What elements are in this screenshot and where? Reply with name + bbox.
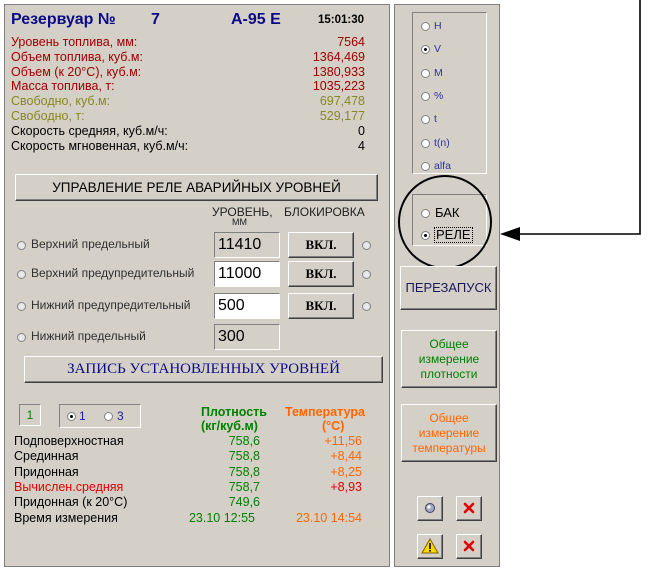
- density-row-label: Подповерхностная: [14, 434, 124, 448]
- density-value: 758,8: [228, 449, 260, 464]
- density-row-label: Время измерения: [14, 510, 118, 525]
- sensor-icon: [418, 497, 442, 520]
- common-density-button[interactable]: [401, 330, 497, 388]
- temperature-value: 23.10 14:54: [295, 510, 362, 525]
- temperature-column-unit: (°С): [322, 419, 345, 433]
- warning-icon: [418, 535, 442, 558]
- relay-row-radio[interactable]: [17, 270, 26, 279]
- highlight-circle: [398, 175, 492, 269]
- unit-radio-2[interactable]: [421, 69, 430, 78]
- relay-row-label: Нижний предупредительный: [31, 298, 191, 312]
- restart-button[interactable]: [400, 266, 497, 310]
- unit-radio-0[interactable]: [421, 22, 430, 31]
- sensor-info-button[interactable]: [417, 496, 443, 521]
- close-icon: [457, 497, 481, 520]
- temperature-value: +8,93: [330, 479, 362, 494]
- unit-label-1: V: [434, 43, 442, 56]
- unit-label-2: М: [434, 66, 443, 79]
- density-value: 758,8: [228, 464, 260, 479]
- common-density-label: Общее измерение плотности: [418, 337, 480, 381]
- relay-row-label: Нижний предельный: [31, 329, 146, 343]
- density-value: 758,6: [228, 434, 260, 448]
- metric-label: Свободно, куб.м:: [11, 94, 111, 109]
- block-status-radio[interactable]: [362, 241, 371, 250]
- metric-value: 529,177: [319, 109, 365, 123]
- block-status-radio[interactable]: [362, 302, 371, 311]
- level-input[interactable]: 500: [214, 293, 280, 319]
- metric-label: Свободно, т:: [11, 109, 85, 123]
- unit-radio-3[interactable]: [421, 92, 430, 101]
- sensor-option-1-label: 1: [79, 409, 86, 423]
- unit-radio-6[interactable]: [421, 162, 430, 171]
- relay-row-radio[interactable]: [17, 333, 26, 342]
- level-value: 11410: [214, 232, 280, 258]
- density-row-label: Придонная: [14, 464, 79, 479]
- density-row-label: Вычислен.средняя: [14, 479, 124, 494]
- metric-value: 4: [358, 138, 365, 153]
- metric-value: 1364,469: [312, 49, 365, 64]
- density-value: 758,7: [228, 479, 260, 494]
- relay-row-radio[interactable]: [17, 241, 26, 250]
- relay-control-title-button[interactable]: [15, 174, 378, 201]
- common-temperature-label: Общее измерение температуры: [412, 411, 486, 455]
- relay-control-title: УПРАВЛЕНИЕ РЕЛЕ АВАРИЙНЫХ УРОВНЕЙ: [52, 180, 341, 195]
- reservoir-label: Резервуар №: [11, 11, 116, 28]
- sensor-index-box: 1: [19, 404, 41, 426]
- arrow-head-icon: [500, 227, 520, 241]
- unit-label-6: alfa: [434, 159, 451, 172]
- close-top-button[interactable]: [456, 496, 482, 521]
- density-value: 23.10 12:55: [188, 510, 255, 525]
- block-toggle-button[interactable]: ВКЛ.: [288, 232, 354, 258]
- save-levels-label: ЗАПИСЬ УСТАНОВЛЕННЫХ УРОВНЕЙ: [67, 361, 340, 377]
- warning-button[interactable]: [417, 534, 443, 559]
- metric-label: Скорость мгновенная, куб.м/ч:: [11, 138, 189, 153]
- temperature-value: +8,25: [330, 464, 362, 479]
- metric-value: 7564: [337, 35, 365, 49]
- density-column-header: Плотность: [201, 405, 267, 419]
- unit-label-4: t: [434, 113, 437, 126]
- unit-radio-5[interactable]: [421, 139, 430, 148]
- block-status-radio[interactable]: [362, 270, 371, 279]
- sensor-option-1-radio[interactable]: [67, 412, 76, 421]
- fuel-type: А-95 Е: [231, 11, 281, 28]
- temperature-column-header: Температура: [285, 405, 365, 419]
- sensor-option-3-radio[interactable]: [104, 412, 113, 421]
- mode-label-1: РЕЛЕ: [436, 227, 471, 242]
- metric-label: Объем (к 20°С), куб.м:: [11, 64, 142, 79]
- restart-label: ПЕРЕЗАПУСК: [405, 280, 492, 295]
- block-column-header: БЛОКИРОВКА: [284, 205, 365, 219]
- relay-row-label: Верхний предупредительный: [31, 266, 195, 280]
- mode-label-0: БАК: [435, 205, 460, 220]
- metric-label: Уровень топлива, мм:: [11, 35, 138, 49]
- density-column-unit: (кг/куб.м): [201, 419, 258, 433]
- clock-time: 15:01:30: [318, 14, 365, 26]
- density-row-label: Срединная: [14, 449, 79, 464]
- block-toggle-button[interactable]: ВКЛ.: [288, 293, 354, 319]
- temperature-value: +11,56: [324, 434, 362, 448]
- relay-row-label: Верхний предельный: [31, 237, 150, 251]
- level-input[interactable]: 11000: [214, 261, 280, 287]
- unit-label-3: %: [434, 89, 444, 102]
- block-toggle-button[interactable]: ВКЛ.: [288, 261, 354, 287]
- metric-label: Объем топлива, куб.м:: [11, 49, 143, 64]
- temperature-value: +8,44: [330, 449, 362, 464]
- metric-value: 0: [358, 123, 365, 138]
- density-value: 749,6: [228, 495, 260, 510]
- unit-label-5: t(n): [434, 136, 450, 149]
- save-levels-button[interactable]: [24, 356, 383, 383]
- unit-label-0: Н: [434, 20, 442, 32]
- relay-row-radio[interactable]: [17, 302, 26, 311]
- sensor-option-3-label: 3: [117, 409, 124, 423]
- reservoir-number: 7: [151, 11, 160, 28]
- levels-column-header: УРОВЕНЬ,: [212, 205, 273, 219]
- annotation-arrow: [480, 0, 650, 250]
- metric-label: Скорость средняя, куб.м/ч:: [11, 123, 168, 138]
- level-value: 300: [214, 324, 280, 350]
- metric-value: 1380,933: [312, 64, 365, 79]
- metric-value: 1035,223: [312, 79, 365, 94]
- metric-label: Масса топлива, т:: [11, 79, 115, 94]
- density-row-label: Придонная (к 20°С): [14, 495, 128, 510]
- close-icon: [457, 535, 481, 558]
- common-temperature-button[interactable]: [401, 404, 497, 462]
- metric-value: 697,478: [319, 94, 365, 109]
- levels-column-unit: ММ: [232, 217, 247, 227]
- close-bottom-button[interactable]: [456, 534, 482, 559]
